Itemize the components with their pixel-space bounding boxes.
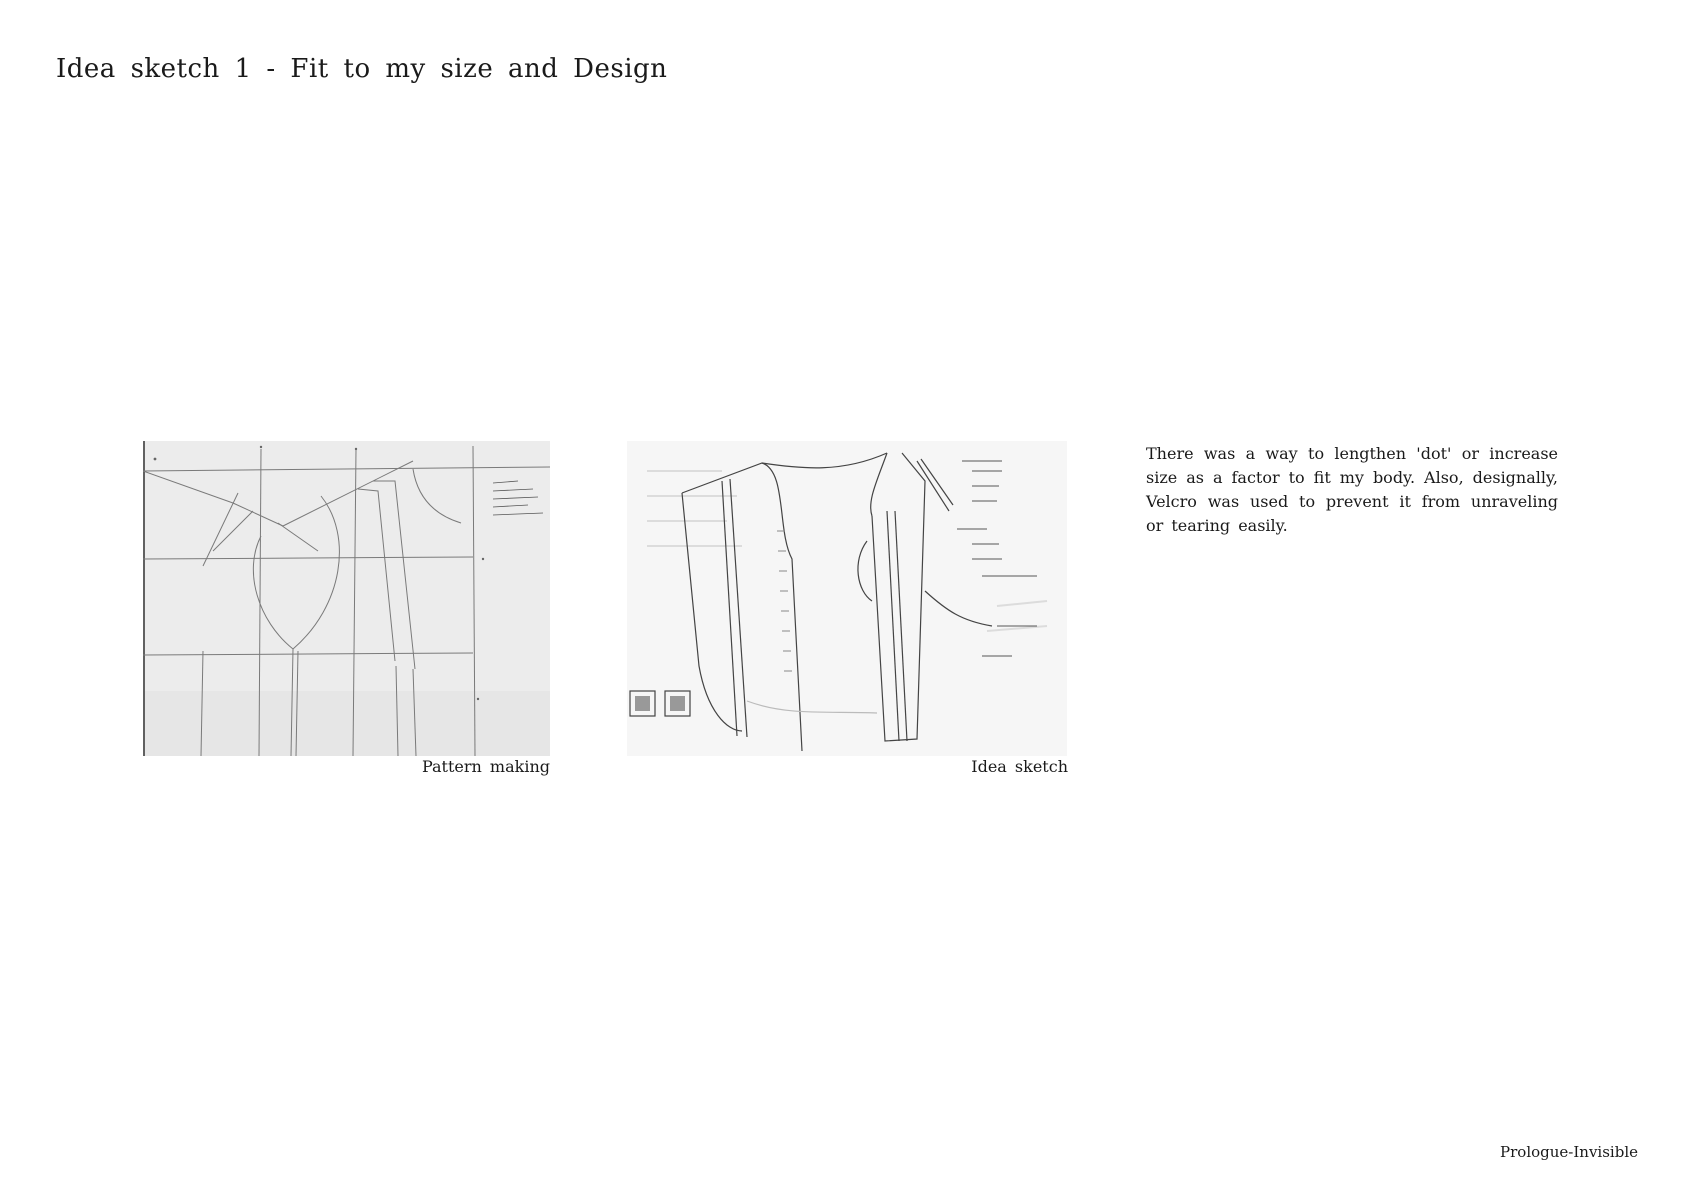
- description-text: There was a way to lengthen 'dot' or increase size as a factor to fit my body. Also, designally, Velcro was used to prevent it from unraveling or tearing easily.: [1146, 444, 1558, 535]
- idea-sketch-caption: Idea sketch: [971, 757, 1068, 776]
- garment-sketch-image: [627, 441, 1067, 756]
- page-title: Idea sketch 1 - Fit to my size and Design: [56, 54, 668, 84]
- footer-label: Prologue-Invisible: [1500, 1143, 1638, 1161]
- pattern-making-figure: [143, 441, 550, 756]
- idea-sketch-figure: [627, 441, 1067, 756]
- pattern-making-caption: Pattern making: [421, 757, 550, 776]
- pattern-drafting-image: [143, 441, 550, 756]
